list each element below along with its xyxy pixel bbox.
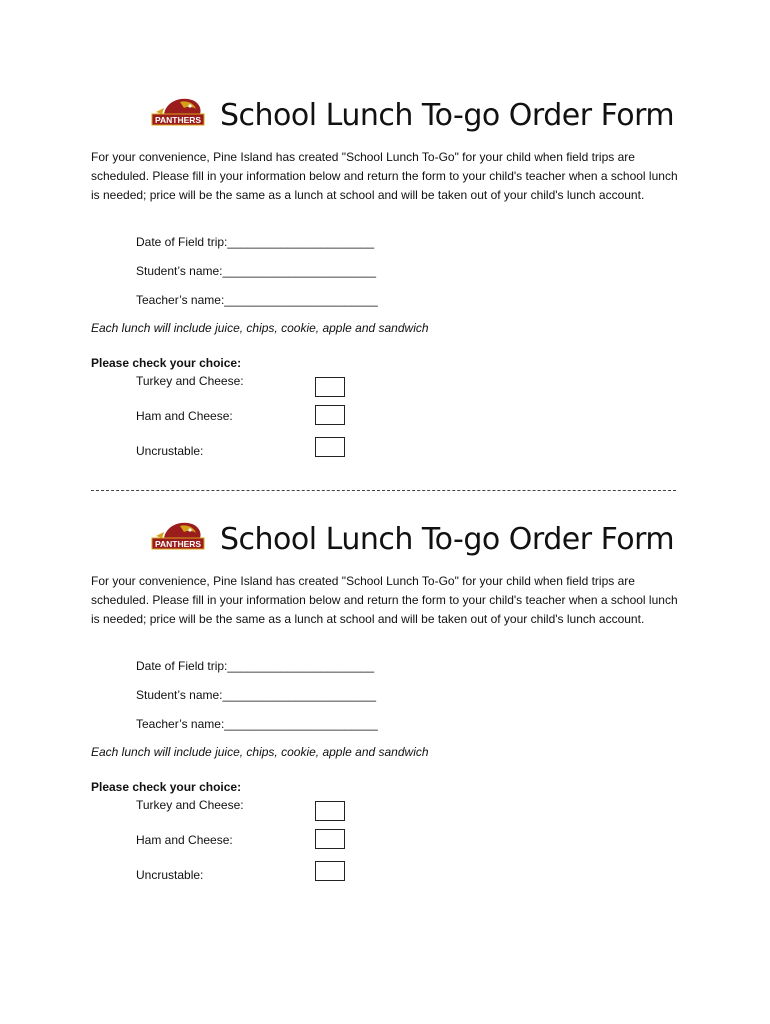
panthers-logo-icon [150, 518, 206, 552]
option-uncrustable-label: Uncrustable: [136, 868, 204, 882]
intro-paragraph: For your convenience, Pine Island has created "School Lunch To-Go" for your child when field trips are scheduled. Please fill in your information below and return the form to your child's teacher when a school lunch is needed; price will be the same as a lunch at school and will be taken out of your child's lunch account. [91, 150, 678, 202]
option-ham-label: Ham and Cheese: [136, 409, 233, 423]
turkey-checkbox[interactable] [315, 377, 345, 397]
logo-text: PANTHERS [154, 115, 202, 125]
option-ham-label: Ham and Cheese: [136, 833, 233, 847]
teacher-name-field[interactable]: Teacher’s name:_______________________ [136, 293, 378, 307]
lunch-contents-note: Each lunch will include juice, chips, cookie, apple and sandwich [91, 745, 429, 759]
lunch-form-top [0, 0, 770, 458]
field-trip-date-field[interactable]: Date of Field trip:______________________ [136, 659, 375, 673]
ham-checkbox[interactable] [315, 405, 345, 425]
teacher-name-field[interactable]: Teacher’s name:_______________________ [136, 717, 378, 731]
form-header [150, 518, 710, 562]
ham-checkbox[interactable] [315, 829, 345, 849]
turkey-checkbox[interactable] [315, 801, 345, 821]
choice-heading: Please check your choice: [91, 780, 242, 794]
intro-paragraph: For your convenience, Pine Island has created "School Lunch To-Go" for your child when field trips are scheduled. Please fill in your information below and return the form to your child's teacher when a school lunch is needed; price will be the same as a lunch at school and will be taken out of your child's lunch account. [91, 574, 678, 626]
choice-heading: Please check your choice: [91, 356, 242, 370]
uncrustable-checkbox[interactable] [315, 861, 345, 881]
panthers-logo-icon [150, 94, 206, 128]
student-name-field[interactable]: Student’s name:_______________________ [136, 688, 376, 702]
form-header [150, 94, 710, 138]
option-turkey-label: Turkey and Cheese: [136, 798, 244, 812]
logo-text: PANTHERS [154, 539, 202, 549]
field-trip-date-field[interactable]: Date of Field trip:______________________ [136, 235, 375, 249]
lunch-contents-note: Each lunch will include juice, chips, cookie, apple and sandwich [91, 321, 429, 335]
student-name-field[interactable]: Student’s name:_______________________ [136, 264, 376, 278]
option-turkey-label: Turkey and Cheese: [136, 374, 244, 388]
page-title: School Lunch To-go Order Form [220, 98, 675, 133]
option-uncrustable-label: Uncrustable: [136, 444, 204, 458]
page-title: School Lunch To-go Order Form [220, 522, 675, 557]
lunch-form-bottom [0, 424, 770, 882]
